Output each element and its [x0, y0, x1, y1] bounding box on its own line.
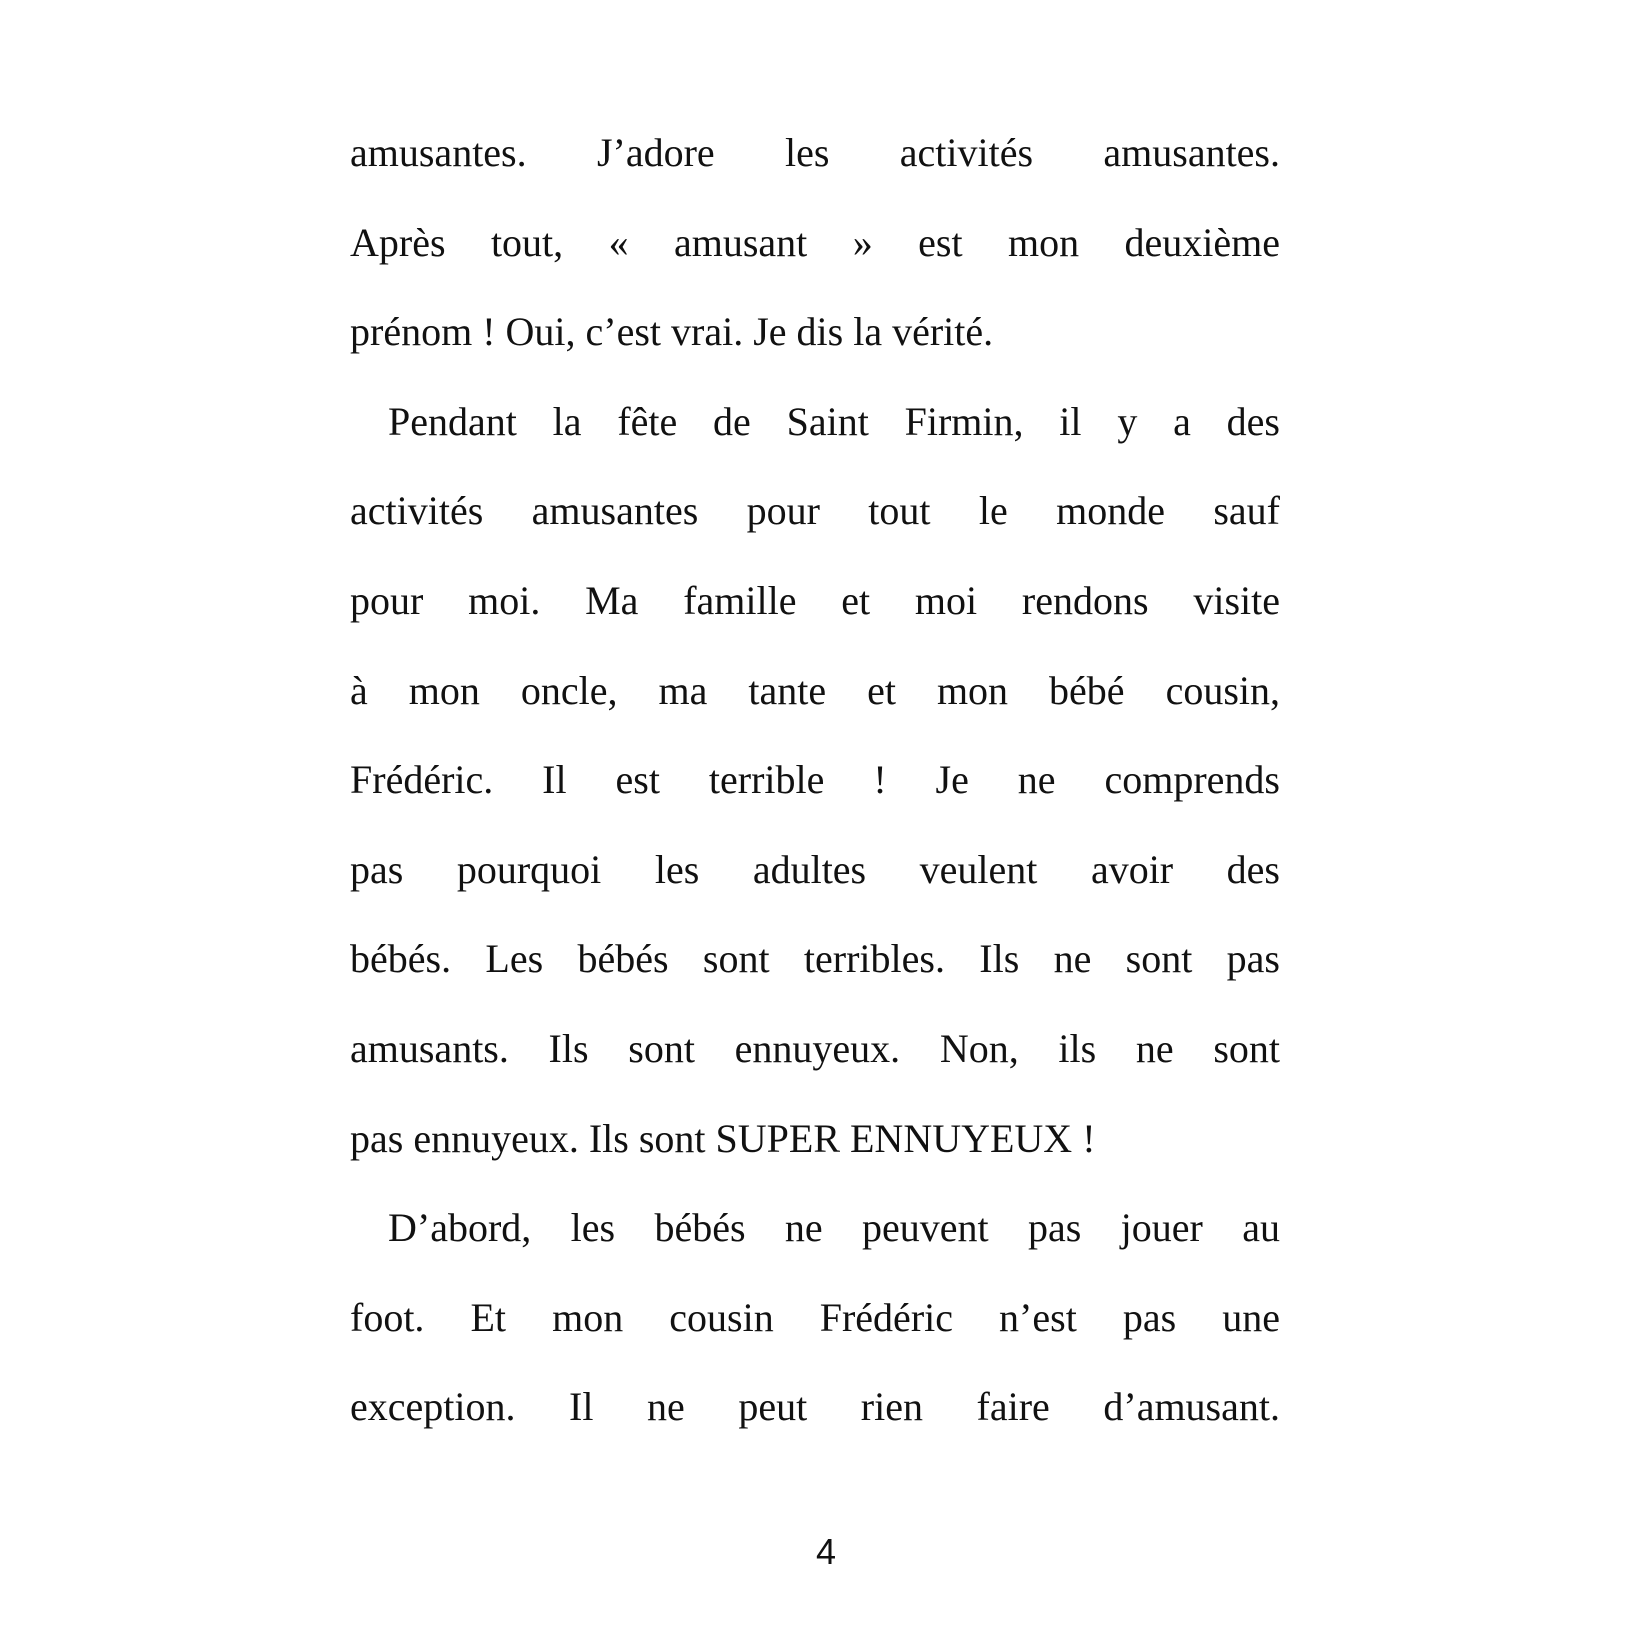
text-line: exception. Il ne peut rien faire d’amusant. — [350, 1384, 1280, 1430]
text-line: Pendant la fête de Saint Firmin, il y a des — [388, 398, 1280, 444]
text-line: pour moi. Ma famille et moi rendons visite — [350, 577, 1280, 623]
text-line: bébés. Les bébés sont terribles. Ils ne sont pas — [350, 936, 1280, 982]
text-line: activités amusantes pour tout le monde sauf — [350, 488, 1280, 534]
text-line: Frédéric. Il est terrible ! Je ne comprends — [350, 757, 1280, 803]
text-line: foot. Et mon cousin Frédéric n’est pas une — [350, 1294, 1280, 1340]
text-line: amusants. Ils sont ennuyeux. Non, ils ne sont — [350, 1025, 1280, 1071]
text-line: pas ennuyeux. Ils sont SUPER ENNUYEUX ! — [350, 1115, 1096, 1161]
body-text — [350, 108, 1280, 1452]
text-line: amusantes. J’adore les activités amusantes. — [350, 130, 1280, 175]
text-line: Après tout, « amusant » est mon deuxième — [350, 219, 1280, 265]
text-line: D’abord, les bébés ne peuvent pas jouer au — [388, 1205, 1280, 1251]
text-line: à mon oncle, ma tante et mon bébé cousin, — [350, 667, 1280, 713]
text-line: pas pourquoi les adultes veulent avoir des — [350, 846, 1280, 892]
page-number: 4 — [815, 1531, 837, 1572]
text-line: prénom ! Oui, c’est vrai. Je dis la vérité. — [350, 309, 994, 355]
